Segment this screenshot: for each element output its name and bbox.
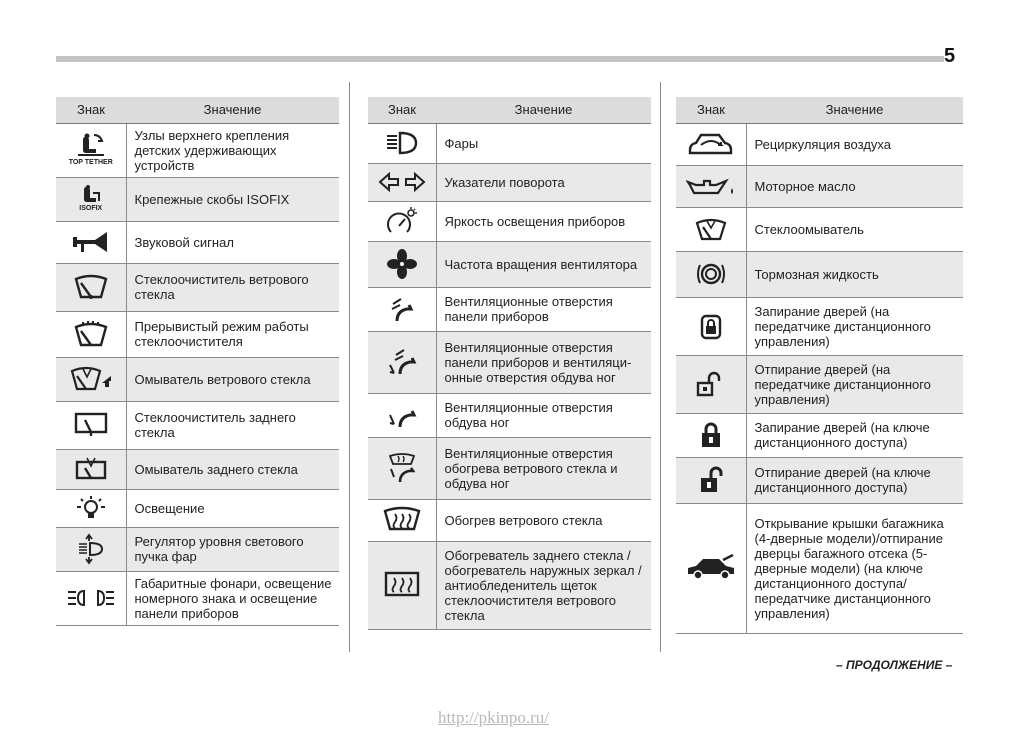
child-seat-tether-icon [74, 137, 108, 152]
meaning-text: Запирание дверей (на передатчике дистанционного управления) [746, 297, 963, 355]
table-row [368, 163, 651, 201]
meaning-text: Фары [436, 123, 651, 163]
watermark-link[interactable]: http://pkinpo.ru/ [438, 708, 549, 727]
meaning-text: Омыватель ветрового стекла [126, 357, 339, 401]
meaning-text: Регулятор уровня светового пучка фар [126, 527, 339, 571]
meaning-text: Отпирание дверей (на ключе дистанционного доступа) [746, 457, 963, 503]
table-row [676, 503, 963, 633]
table-row [368, 393, 651, 437]
meaning-text: Обогрев ветрового стекла [436, 499, 651, 541]
headlamp-icon [384, 134, 420, 149]
table-row [368, 499, 651, 541]
table-row [56, 357, 339, 401]
meaning-text: Отпирание дверей (на передатчике дистанционного управления) [746, 355, 963, 413]
tether-caption: TOP TETHER [68, 159, 113, 166]
recirculation-icon [687, 135, 735, 150]
remote-unlock-icon [696, 375, 726, 390]
table-row [56, 263, 339, 311]
fan-icon [387, 255, 417, 270]
table-row [56, 401, 339, 449]
meaning-text: Вентиляционные отверстия обдува ног [436, 393, 651, 437]
meaning-text: Указатели поворота [436, 163, 651, 201]
meaning-text: Запирание дверей (на ключе дистанционного доступа) [746, 413, 963, 457]
meaning-text: Звуковой сигнал [126, 221, 339, 263]
brake-fluid-icon [696, 265, 726, 280]
remote-lock-icon [700, 317, 722, 332]
sign-header: Знак [676, 97, 746, 123]
meaning-text: Стеклоомыватель [746, 207, 963, 251]
table-row [368, 287, 651, 331]
isofix-icon [79, 186, 103, 201]
windshield-washer-icon [69, 370, 113, 385]
table-header-row [676, 97, 963, 123]
meaning-header: Значение [746, 97, 963, 123]
table-row [56, 449, 339, 489]
isofix-caption: ISOFIX [79, 205, 103, 212]
meaning-header: Значение [126, 97, 339, 123]
column-divider [660, 82, 661, 652]
meaning-text: Освещение [126, 489, 339, 527]
top-rule [56, 56, 944, 62]
symbols-table-col2 [368, 97, 651, 630]
meaning-text: Открывание крышки багажника (4-дверные модели)/отпирание дверцы багажного отсека (5-дверные модели) (на ключе дистанционного доступа/ передатчике дистанционного управления) [746, 503, 963, 633]
sign-header: Знак [56, 97, 126, 123]
rear-defrost-icon [383, 576, 421, 591]
table-row [676, 297, 963, 355]
meaning-header: Значение [436, 97, 651, 123]
meaning-text: Вентиляционные отверстия обогрева ветрового стекла и обдува ног [436, 437, 651, 499]
table-row [676, 123, 963, 165]
table-row [368, 541, 651, 629]
table-row [56, 177, 339, 221]
windshield-wiper-icon [73, 278, 109, 293]
table-row [56, 571, 339, 625]
vent-panel-floor-icon [386, 353, 418, 368]
table-header-row [368, 97, 651, 123]
rear-washer-icon [73, 460, 109, 475]
parking-lights-icon [66, 589, 116, 604]
headlight-leveling-icon [76, 540, 106, 555]
symbols-table-col3 [676, 97, 963, 634]
table-row [368, 331, 651, 393]
vent-floor-defrost-icon [386, 459, 418, 474]
meaning-text: Узлы верхнего крепления детских удерживающих устройств [126, 123, 339, 177]
light-bulb-icon [75, 499, 107, 514]
table-row [56, 123, 339, 177]
continued-note: – ПРОДОЛЖЕНИЕ – [836, 658, 953, 672]
key-unlock-icon [699, 471, 723, 486]
symbols-table-col1 [56, 97, 339, 626]
meaning-text: Рециркуляция воздуха [746, 123, 963, 165]
table-row [56, 221, 339, 263]
table-row [676, 355, 963, 413]
table-row [676, 165, 963, 207]
instrument-brightness-icon [385, 212, 419, 227]
table-row [368, 201, 651, 241]
meaning-text: Омыватель заднего стекла [126, 449, 339, 489]
horn-icon [71, 233, 111, 248]
sign-header: Знак [368, 97, 436, 123]
trunk-open-icon [685, 559, 737, 574]
table-row [56, 527, 339, 571]
table-row [368, 241, 651, 287]
column-divider [349, 82, 350, 652]
engine-oil-icon [686, 177, 736, 192]
table-row [676, 457, 963, 503]
meaning-text: Габаритные фонари, освещение номерного знака и освещение панели приборов [126, 571, 339, 625]
meaning-text: Частота вращения вентилятора [436, 241, 651, 287]
meaning-text: Прерывистый режим работы стеклоочистителя [126, 311, 339, 357]
vent-floor-icon [386, 406, 418, 421]
meaning-text: Обогреватель заднего стекла / обогреватель наружных зеркал / антиобледенитель щеток стеклоочистителя ветрового стекла [436, 541, 651, 629]
table-header-row [56, 97, 339, 123]
page-number: 5 [944, 45, 956, 67]
meaning-text: Тормозная жидкость [746, 251, 963, 297]
vent-panel-icon [387, 300, 417, 315]
table-row [676, 413, 963, 457]
key-lock-icon [700, 426, 722, 441]
meaning-text: Моторное масло [746, 165, 963, 207]
meaning-text: Вентиляционные отверстия панели приборов и вентиляци-онные отверстия обдува ног [436, 331, 651, 393]
rear-wiper-icon [73, 416, 109, 431]
meaning-text: Крепежные скобы ISOFIX [126, 177, 339, 221]
meaning-text: Стеклоочиститель ветрового стекла [126, 263, 339, 311]
meaning-text: Стеклоочиститель заднего стекла [126, 401, 339, 449]
table-row [368, 437, 651, 499]
table-row [676, 207, 963, 251]
table-row [368, 123, 651, 163]
windshield-defrost-icon [382, 511, 422, 526]
turn-signal-icon [378, 173, 426, 188]
washer-fluid-icon [694, 220, 728, 235]
table-row [56, 489, 339, 527]
table-row [56, 311, 339, 357]
meaning-text: Вентиляционные отверстия панели приборов [436, 287, 651, 331]
meaning-text: Яркость освещения приборов [436, 201, 651, 241]
intermittent-wiper-icon [73, 325, 109, 340]
table-row [676, 251, 963, 297]
